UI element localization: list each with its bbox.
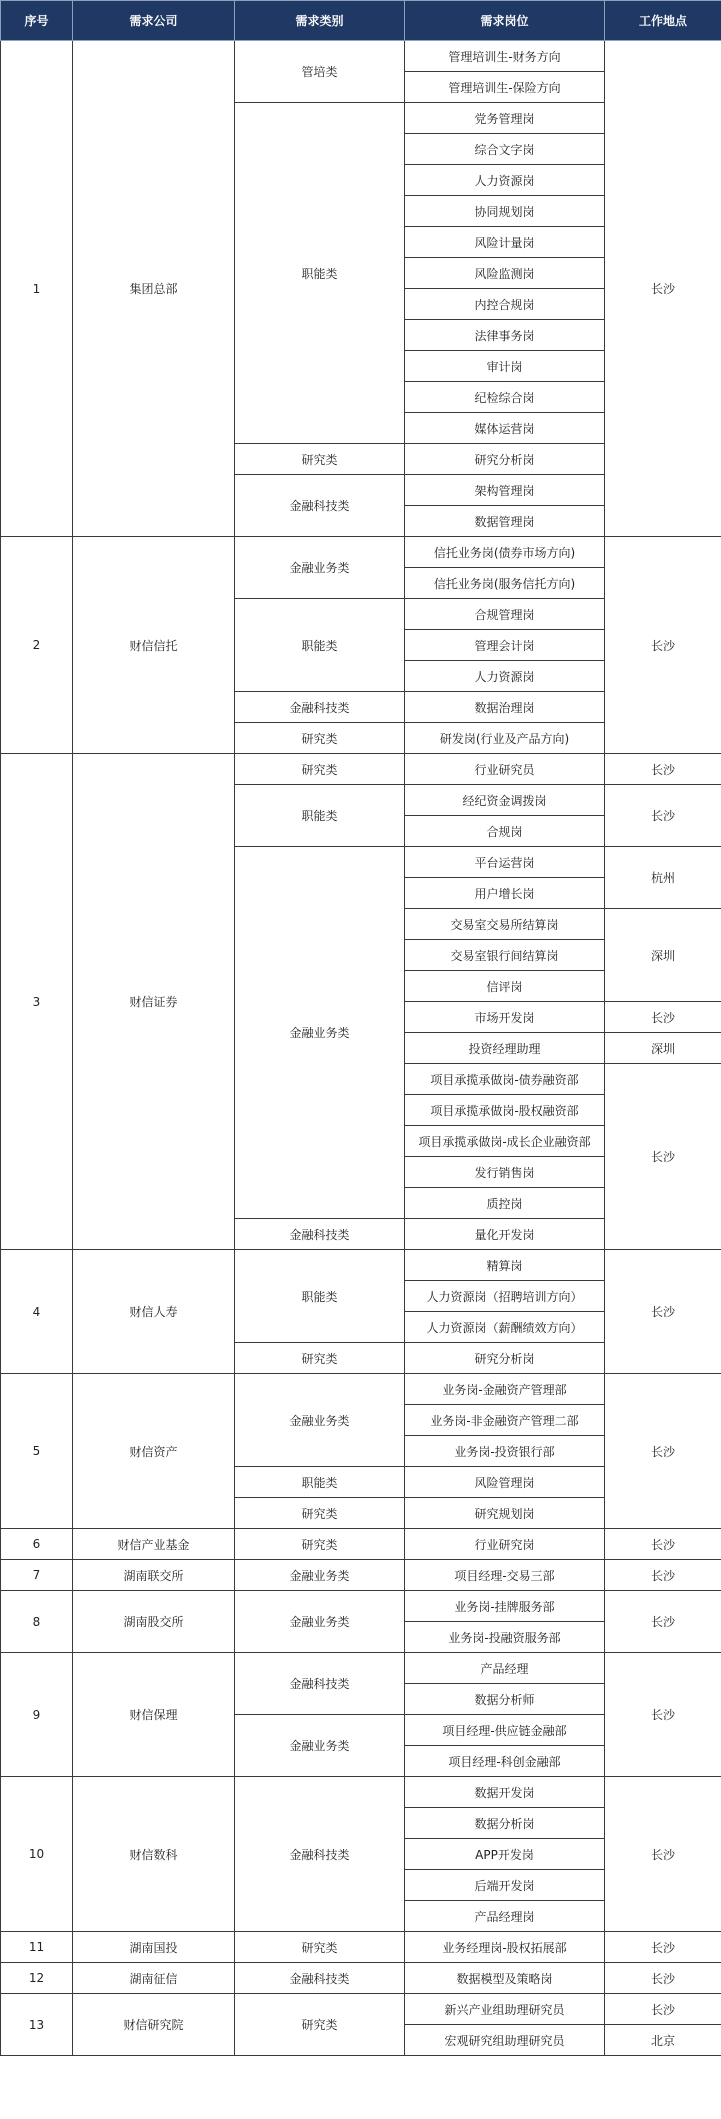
category-cell: 金融业务类 [235, 1560, 405, 1591]
position-cell: 信托业务岗(服务信托方向) [405, 568, 605, 599]
category-cell: 金融科技类 [235, 1653, 405, 1715]
header-position: 需求岗位 [405, 1, 605, 41]
category-cell: 金融科技类 [235, 1963, 405, 1994]
table-row [1, 1994, 721, 2025]
position-cell: 交易室银行间结算岗 [405, 940, 605, 971]
position-cell: 项目经理-科创金融部 [405, 1746, 605, 1777]
position-cell: 媒体运营岗 [405, 413, 605, 444]
location-cell: 长沙 [605, 1002, 721, 1033]
location-cell: 长沙 [605, 1994, 721, 2025]
position-cell: 合规管理岗 [405, 599, 605, 630]
location-cell: 长沙 [605, 1963, 721, 1994]
serial-number-cell: 11 [1, 1932, 73, 1963]
serial-number-cell: 5 [1, 1374, 73, 1529]
location-cell: 长沙 [605, 1529, 721, 1560]
position-cell: 风险计量岗 [405, 227, 605, 258]
header-category: 需求类别 [235, 1, 405, 41]
company-cell: 湖南联交所 [73, 1560, 235, 1591]
category-cell: 研究类 [235, 1498, 405, 1529]
position-cell: 风险管理岗 [405, 1467, 605, 1498]
position-cell: 人力资源岗 [405, 661, 605, 692]
header-serial-number: 序号 [1, 1, 73, 41]
company-cell: 财信数科 [73, 1777, 235, 1932]
location-cell: 长沙 [605, 785, 721, 847]
table-row [1, 41, 721, 72]
position-cell: 用户增长岗 [405, 878, 605, 909]
company-cell: 财信研究院 [73, 1994, 235, 2056]
serial-number-cell: 1 [1, 41, 73, 537]
table-row [1, 1653, 721, 1684]
table-row [1, 1250, 721, 1281]
category-cell: 职能类 [235, 1250, 405, 1343]
position-cell: 业务岗-非金融资产管理二部 [405, 1405, 605, 1436]
category-cell: 金融业务类 [235, 537, 405, 599]
position-cell: 业务岗-挂牌服务部 [405, 1591, 605, 1622]
position-cell: 法律事务岗 [405, 320, 605, 351]
position-cell: 市场开发岗 [405, 1002, 605, 1033]
location-cell: 长沙 [605, 41, 721, 537]
location-cell: 深圳 [605, 1033, 721, 1064]
position-cell: 信托业务岗(债券市场方向) [405, 537, 605, 568]
position-cell: 项目经理-供应链金融部 [405, 1715, 605, 1746]
position-cell: 项目承揽承做岗-股权融资部 [405, 1095, 605, 1126]
company-cell: 湖南股交所 [73, 1591, 235, 1653]
position-cell: 管理培训生-保险方向 [405, 72, 605, 103]
serial-number-cell: 4 [1, 1250, 73, 1374]
company-cell: 湖南国投 [73, 1932, 235, 1963]
company-cell: 财信证券 [73, 754, 235, 1250]
position-cell: 研究分析岗 [405, 444, 605, 475]
category-cell: 金融业务类 [235, 1715, 405, 1777]
category-cell: 金融科技类 [235, 692, 405, 723]
location-cell: 长沙 [605, 1591, 721, 1653]
category-cell: 研究类 [235, 1343, 405, 1374]
location-cell: 杭州 [605, 847, 721, 909]
location-cell: 长沙 [605, 537, 721, 754]
category-cell: 金融科技类 [235, 1777, 405, 1932]
position-cell: 交易室交易所结算岗 [405, 909, 605, 940]
position-cell: 项目经理-交易三部 [405, 1560, 605, 1591]
position-cell: 人力资源岗 [405, 165, 605, 196]
table-row [1, 1560, 721, 1591]
position-cell: 行业研究员 [405, 754, 605, 785]
position-cell: 管理培训生-财务方向 [405, 41, 605, 72]
position-cell: 合规岗 [405, 816, 605, 847]
position-cell: 行业研究岗 [405, 1529, 605, 1560]
table-row [1, 1777, 721, 1808]
position-cell: 发行销售岗 [405, 1157, 605, 1188]
category-cell: 研究类 [235, 444, 405, 475]
serial-number-cell: 6 [1, 1529, 73, 1560]
category-cell: 研究类 [235, 1994, 405, 2056]
position-cell: 精算岗 [405, 1250, 605, 1281]
category-cell: 金融业务类 [235, 1374, 405, 1467]
location-cell: 长沙 [605, 1064, 721, 1250]
category-cell: 金融科技类 [235, 1219, 405, 1250]
location-cell: 深圳 [605, 909, 721, 1002]
table-body [1, 41, 721, 2056]
position-cell: 审计岗 [405, 351, 605, 382]
category-cell: 研究类 [235, 1932, 405, 1963]
position-cell: 后端开发岗 [405, 1870, 605, 1901]
position-cell: 架构管理岗 [405, 475, 605, 506]
category-cell: 研究类 [235, 1529, 405, 1560]
position-cell: 研究规划岗 [405, 1498, 605, 1529]
table-row [1, 1529, 721, 1560]
position-cell: 新兴产业组助理研究员 [405, 1994, 605, 2025]
table-row [1, 1963, 721, 1994]
company-cell: 湖南征信 [73, 1963, 235, 1994]
position-cell: 产品经理岗 [405, 1901, 605, 1932]
position-cell: 平台运营岗 [405, 847, 605, 878]
category-cell: 研究类 [235, 754, 405, 785]
position-cell: 项目承揽承做岗-债券融资部 [405, 1064, 605, 1095]
position-cell: 综合文字岗 [405, 134, 605, 165]
serial-number-cell: 10 [1, 1777, 73, 1932]
category-cell: 金融科技类 [235, 475, 405, 537]
location-cell: 北京 [605, 2025, 721, 2056]
serial-number-cell: 9 [1, 1653, 73, 1777]
position-cell: 人力资源岗（薪酬绩效方向） [405, 1312, 605, 1343]
location-cell: 长沙 [605, 754, 721, 785]
position-cell: 产品经理 [405, 1653, 605, 1684]
position-cell: APP开发岗 [405, 1839, 605, 1870]
company-cell: 财信资产 [73, 1374, 235, 1529]
position-cell: 管理会计岗 [405, 630, 605, 661]
company-cell: 集团总部 [73, 41, 235, 537]
table-row [1, 754, 721, 785]
header-location: 工作地点 [605, 1, 721, 41]
table-row [1, 537, 721, 568]
position-cell: 经纪资金调拨岗 [405, 785, 605, 816]
category-cell: 职能类 [235, 103, 405, 444]
category-cell: 职能类 [235, 599, 405, 692]
location-cell: 长沙 [605, 1932, 721, 1963]
company-cell: 财信信托 [73, 537, 235, 754]
serial-number-cell: 2 [1, 537, 73, 754]
location-cell: 长沙 [605, 1250, 721, 1374]
position-cell: 宏观研究组助理研究员 [405, 2025, 605, 2056]
company-cell: 财信产业基金 [73, 1529, 235, 1560]
company-cell: 财信保理 [73, 1653, 235, 1777]
table-row [1, 1374, 721, 1405]
position-cell: 内控合规岗 [405, 289, 605, 320]
header-row [1, 1, 721, 41]
position-cell: 人力资源岗（招聘培训方向） [405, 1281, 605, 1312]
location-cell: 长沙 [605, 1653, 721, 1777]
position-cell: 纪检综合岗 [405, 382, 605, 413]
category-cell: 职能类 [235, 785, 405, 847]
category-cell: 金融业务类 [235, 1591, 405, 1653]
category-cell: 金融业务类 [235, 847, 405, 1219]
serial-number-cell: 12 [1, 1963, 73, 1994]
location-cell: 长沙 [605, 1560, 721, 1591]
header-company: 需求公司 [73, 1, 235, 41]
position-cell: 党务管理岗 [405, 103, 605, 134]
table-row [1, 1932, 721, 1963]
position-cell: 业务岗-投融资服务部 [405, 1622, 605, 1653]
position-cell: 业务岗-投资银行部 [405, 1436, 605, 1467]
category-cell: 研究类 [235, 723, 405, 754]
position-cell: 投资经理助理 [405, 1033, 605, 1064]
location-cell: 长沙 [605, 1777, 721, 1932]
position-cell: 数据治理岗 [405, 692, 605, 723]
position-cell: 项目承揽承做岗-成长企业融资部 [405, 1126, 605, 1157]
category-cell: 管培类 [235, 41, 405, 103]
position-cell: 量化开发岗 [405, 1219, 605, 1250]
serial-number-cell: 13 [1, 1994, 73, 2056]
position-cell: 数据模型及策略岗 [405, 1963, 605, 1994]
serial-number-cell: 7 [1, 1560, 73, 1591]
position-cell: 数据分析岗 [405, 1808, 605, 1839]
position-cell: 数据分析师 [405, 1684, 605, 1715]
serial-number-cell: 3 [1, 754, 73, 1250]
location-cell: 长沙 [605, 1374, 721, 1529]
category-cell: 职能类 [235, 1467, 405, 1498]
position-cell: 业务经理岗-股权拓展部 [405, 1932, 605, 1963]
position-cell: 业务岗-金融资产管理部 [405, 1374, 605, 1405]
position-cell: 信评岗 [405, 971, 605, 1002]
position-cell: 数据管理岗 [405, 506, 605, 537]
position-cell: 质控岗 [405, 1188, 605, 1219]
position-cell: 风险监测岗 [405, 258, 605, 289]
position-cell: 研究分析岗 [405, 1343, 605, 1374]
position-cell: 数据开发岗 [405, 1777, 605, 1808]
company-cell: 财信人寿 [73, 1250, 235, 1374]
position-cell: 研发岗(行业及产品方向) [405, 723, 605, 754]
table-header [1, 1, 721, 41]
serial-number-cell: 8 [1, 1591, 73, 1653]
table-row [1, 1591, 721, 1622]
position-cell: 协同规划岗 [405, 196, 605, 227]
